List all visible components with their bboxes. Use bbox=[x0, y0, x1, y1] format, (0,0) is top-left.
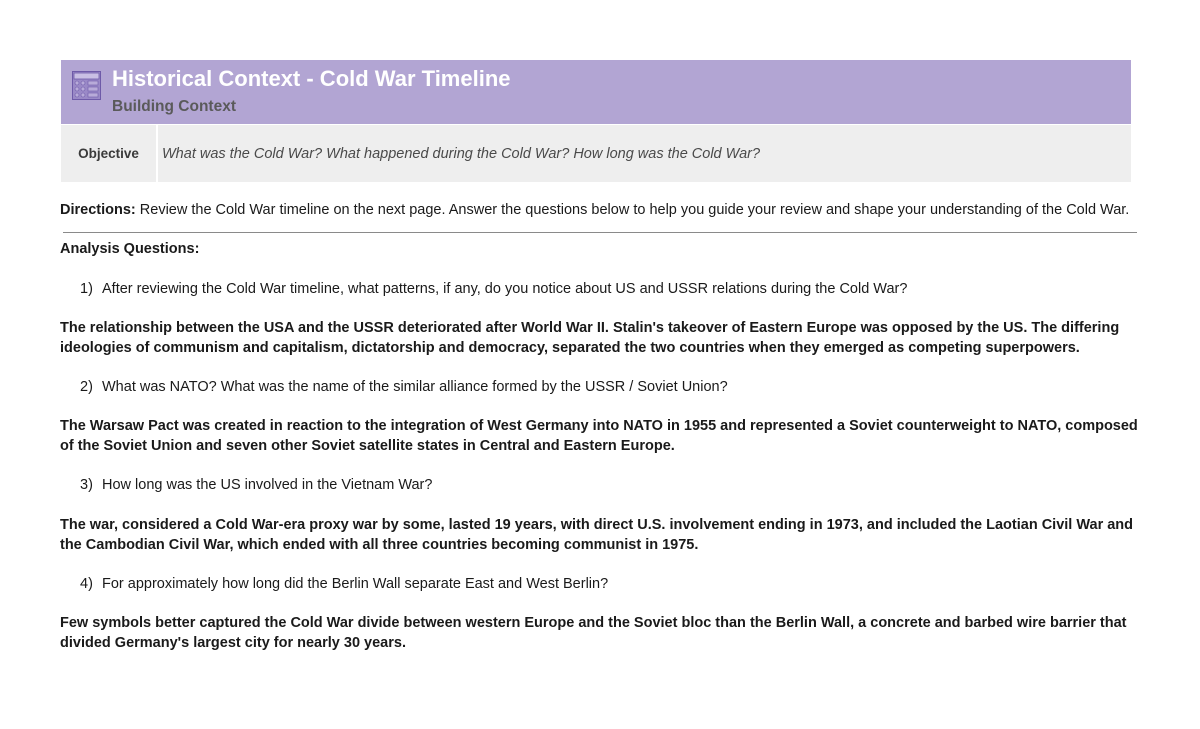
page-subtitle: Building Context bbox=[112, 98, 236, 115]
question-text: After reviewing the Cold War timeline, what patterns, if any, do you notice about US and USSR relations during the Cold War? bbox=[102, 281, 908, 297]
analysis-heading: Analysis Questions: bbox=[60, 241, 200, 257]
directions-text: Review the Cold War timeline on the next page. Answer the questions below to help you guide your review and shape your understanding of the Cold War. bbox=[135, 202, 1130, 218]
question-4 bbox=[80, 574, 608, 594]
directions bbox=[60, 200, 1129, 220]
question-text: How long was the US involved in the Vietnam War? bbox=[102, 477, 433, 493]
question-3 bbox=[80, 475, 432, 495]
directions-label: Directions: bbox=[60, 202, 136, 218]
calculator-grid-icon bbox=[72, 71, 101, 100]
question-number: 2) bbox=[80, 379, 93, 395]
objective-row bbox=[61, 125, 1131, 182]
page-title: Historical Context - Cold War Timeline bbox=[112, 66, 511, 91]
answer-3: The war, considered a Cold War-era proxy war by some, lasted 19 years, with direct U.S. involvement ending in 1973, and included the Laotian Civil War and the Cambodian Civil War, which ended with all three countries becoming communist in 1975. bbox=[60, 517, 1134, 553]
answer-2: The Warsaw Pact was created in reaction to the integration of West Germany into NATO in 1955 and represented a Soviet counterweight to NATO, composed of the Soviet Union and seven other Soviet satellite states in Central and Eastern Europe. bbox=[60, 418, 1138, 454]
question-2 bbox=[80, 377, 728, 397]
question-number: 3) bbox=[80, 477, 93, 493]
divider bbox=[63, 232, 1137, 233]
header-banner bbox=[61, 60, 1131, 124]
objective-label: Objective bbox=[61, 125, 158, 182]
question-number: 1) bbox=[80, 281, 93, 297]
question-text: What was NATO? What was the name of the similar alliance formed by the USSR / Soviet Union? bbox=[102, 379, 728, 395]
objective-text: What was the Cold War? What happened during the Cold War? How long was the Cold War? bbox=[162, 145, 761, 162]
answer-1: The relationship between the USA and the USSR deteriorated after World War II. Stalin's takeover of Eastern Europe was opposed by the US. The differing ideologies of communism and capitalism, dictatorship and democracy, separated the two countries when they emerged as competing superpowers. bbox=[60, 320, 1120, 356]
question-text: For approximately how long did the Berlin Wall separate East and West Berlin? bbox=[102, 576, 609, 592]
answer-4: Few symbols better captured the Cold War divide between western Europe and the Soviet bloc than the Berlin Wall, a concrete and barbed wire barrier that divided Germany's largest city for nearly 30 years. bbox=[60, 615, 1127, 651]
question-1 bbox=[80, 279, 907, 299]
question-number: 4) bbox=[80, 576, 93, 592]
